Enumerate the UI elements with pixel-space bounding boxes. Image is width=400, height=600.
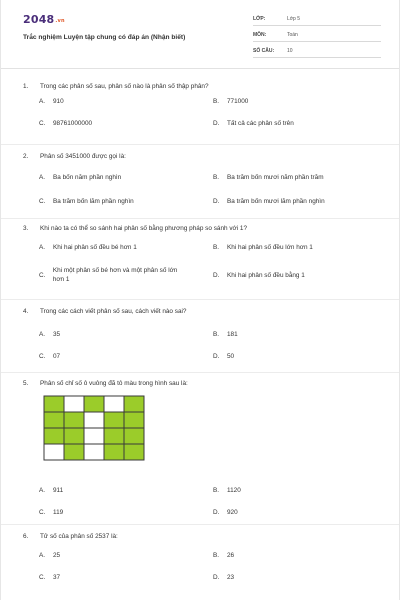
option-text: Ba trăm bốn mươi lăm phần nghìn [227,198,325,205]
option-letter: A. [39,552,46,559]
question-5 [23,377,383,527]
meta-count-row [253,45,381,58]
meta-class-row [253,13,381,26]
question-number: 1. [23,82,29,90]
option-text: Tất cả các phân số trên [227,120,294,127]
option-letter: A. [39,331,46,338]
option-letter: B. [213,244,220,251]
grid-cell-shaded [64,444,84,460]
question-stem [23,377,383,389]
option-letter: B. [213,552,220,559]
meta-info [253,13,381,61]
option-d[interactable] [213,120,373,127]
option-b[interactable] [213,331,373,338]
option-text: Ba bốn năm phần nghìn [53,174,122,181]
question-text: Trong các cách viết phân số sau, cách viết nào sai? [40,307,187,315]
question-6 [23,530,383,581]
option-text: 920 [227,509,238,516]
grid-cell-shaded [104,444,124,460]
question-text: Phân số chỉ số ô vuông đã tô màu trong hình sau là: [40,379,188,387]
option-letter: A. [39,487,46,494]
option-c[interactable] [39,509,199,516]
option-letter: C. [39,574,46,581]
option-letter: B. [213,331,220,338]
option-c[interactable] [39,120,199,127]
grid-cell-shaded [124,412,144,428]
grid-cell-shaded [84,396,104,412]
question-text: Trong các phân số sau, phân số nào là phân số thập phân? [40,82,209,90]
grid-cell-empty [64,396,84,412]
option-letter: D. [213,509,220,516]
question-1 [23,80,383,127]
option-c[interactable] [39,574,199,581]
option-text: 771000 [227,98,249,105]
option-text: 25 [53,552,61,559]
logo-suffix: .vn [55,18,65,24]
grid-cell-shaded [44,396,64,412]
option-text: 910 [53,98,64,105]
option-text: Khi hai phân số đều bằng 1 [227,272,305,279]
option-text: Ba trăm bốn mươi năm phần trăm [227,174,324,181]
question-stem [23,150,383,162]
option-text: 50 [227,353,235,360]
option-a[interactable] [39,552,199,559]
option-letter: C. [39,509,46,516]
question-divider [1,218,399,219]
option-c[interactable] [39,353,199,360]
question-stem [23,305,383,317]
grid-cell-empty [84,412,104,428]
meta-subject-row [253,29,381,42]
question-stem [23,530,383,542]
meta-subject-value: Toán [287,32,298,38]
question-number: 5. [23,379,29,387]
option-a[interactable] [39,98,199,105]
option-text: 35 [53,331,61,338]
option-letter: D. [213,574,220,581]
option-text: 119 [53,509,64,516]
option-text: Khi một phân số bé hơn và một phân số lớn hơn 1 [52,267,178,284]
option-text: 911 [53,487,64,494]
meta-class-value: Lớp 5 [287,16,301,22]
option-text: 23 [227,574,235,581]
meta-class-label: LỚP: [253,16,266,22]
grid-cell-shaded [104,412,124,428]
question-2 [23,150,383,205]
option-letter: D. [213,198,220,205]
grid-cell-shaded [64,428,84,444]
logo-text: 2048 [23,13,55,26]
option-a[interactable] [39,244,199,251]
site-logo[interactable] [23,13,65,26]
option-text: 98761000000 [53,120,93,127]
option-b[interactable] [213,552,373,559]
option-text: 1120 [227,487,241,494]
option-letter: A. [39,174,46,181]
option-b[interactable] [213,244,373,251]
option-text: Ba trăm bốn lăm phần nghìn [53,198,134,205]
option-text: 07 [53,353,61,360]
question-stem [23,80,383,92]
question-text: Phân số 3451000 được gọi là: [40,152,126,160]
option-d[interactable] [213,574,373,581]
option-b[interactable] [213,174,373,181]
option-a[interactable] [39,331,199,338]
option-d[interactable] [213,509,373,516]
option-letter: B. [213,98,220,105]
option-letter: B. [213,174,220,181]
option-letter: B. [213,487,220,494]
grid-cell-empty [44,444,64,460]
grid-cell-shaded [44,428,64,444]
header [1,0,399,66]
grid-cell-empty [84,444,104,460]
question-text: Khi nào ta có thể so sánh hai phân số bằng phương pháp so sánh với 1? [40,224,248,232]
question-stem [23,222,383,234]
question-divider [1,144,399,145]
grid-cell-shaded [64,412,84,428]
grid-cell-shaded [44,412,64,428]
option-d[interactable] [213,353,373,360]
question-divider [1,299,399,300]
question-number: 3. [23,224,29,232]
grid-cell-shaded [124,396,144,412]
option-text: 37 [53,574,61,581]
option-c[interactable] [39,266,189,285]
option-letter: D. [213,120,220,127]
question-number: 4. [23,307,29,315]
option-letter: D. [213,353,220,360]
grid-cell-shaded [104,428,124,444]
option-letter: C. [39,198,46,205]
meta-count-value: 10 [287,48,293,54]
option-letter: C. [39,120,46,127]
question-number: 6. [23,532,29,540]
meta-subject-label: MÔN: [253,32,267,38]
question-divider [1,524,399,525]
shaded-grid [43,395,145,461]
option-d[interactable] [213,272,373,279]
grid-cell-shaded [124,428,144,444]
question-number: 2. [23,152,29,160]
option-text: Khi hai phân số đều bé hơn 1 [53,244,137,251]
question-3 [23,222,383,284]
shaded-grid-figure [43,395,145,461]
option-text: 26 [227,552,235,559]
option-letter: C. [39,271,46,279]
option-text: 181 [227,331,238,338]
grid-cell-empty [104,396,124,412]
option-text: Khi hai phân số đều lớn hơn 1 [227,244,313,251]
option-c[interactable] [39,198,199,205]
meta-count-label: SỐ CÂU: [253,48,275,54]
page-title: Trắc nghiệm Luyện tập chung có đáp án (Nhận biết) [23,34,186,41]
question-text: Tử số của phân số 2537 là: [40,532,118,540]
header-divider [1,68,399,69]
question-4 [23,305,383,360]
option-b[interactable] [213,487,373,494]
option-d[interactable] [213,198,373,205]
question-divider [1,372,399,373]
option-a[interactable] [39,174,199,181]
grid-cell-empty [84,428,104,444]
option-letter: D. [213,272,220,279]
option-letter: A. [39,98,46,105]
option-b[interactable] [213,98,373,105]
option-letter: C. [39,353,46,360]
option-letter: A. [39,244,46,251]
grid-cell-shaded [124,444,144,460]
option-a[interactable] [39,487,199,494]
